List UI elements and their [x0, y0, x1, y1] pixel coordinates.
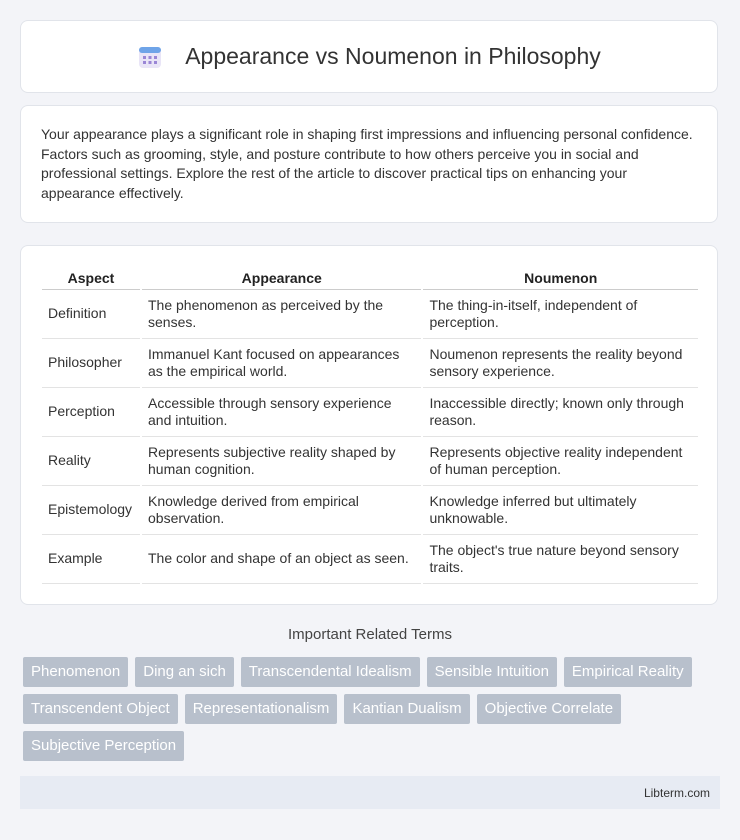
- table-cell-appearance: Represents subjective reality shaped by human cognition.: [142, 437, 421, 486]
- table-cell-aspect: Reality: [42, 437, 140, 486]
- table-row: [42, 437, 698, 486]
- related-terms-list: [23, 657, 723, 761]
- comparison-table: [40, 265, 700, 584]
- table-cell-appearance: The phenomenon as perceived by the senses.: [142, 290, 421, 339]
- related-term-tag[interactable]: Empirical Reality: [564, 657, 692, 687]
- footer: [20, 776, 720, 809]
- table-row: [42, 535, 698, 584]
- table-row: [42, 290, 698, 339]
- table-cell-noumenon: Knowledge inferred but ultimately unknowable.: [423, 486, 698, 535]
- related-term-tag[interactable]: Kantian Dualism: [344, 694, 469, 724]
- header-appearance: Appearance: [142, 265, 421, 290]
- calendar-icon: [137, 44, 163, 70]
- header-noumenon: Noumenon: [423, 265, 698, 290]
- table-cell-noumenon: Noumenon represents the reality beyond sensory experience.: [423, 339, 698, 388]
- table-cell-aspect: Philosopher: [42, 339, 140, 388]
- related-terms-title: Important Related Terms: [288, 626, 452, 643]
- table-cell-appearance: Accessible through sensory experience and intuition.: [142, 388, 421, 437]
- page-title: Appearance vs Noumenon in Philosophy: [185, 43, 601, 69]
- related-term-tag[interactable]: Transcendental Idealism: [241, 657, 420, 687]
- table-header-row: [42, 265, 698, 290]
- table-cell-aspect: Example: [42, 535, 140, 584]
- related-term-tag[interactable]: Objective Correlate: [477, 694, 621, 724]
- table-cell-noumenon: The object's true nature beyond sensory traits.: [423, 535, 698, 584]
- table-cell-aspect: Definition: [42, 290, 140, 339]
- related-term-tag[interactable]: Sensible Intuition: [427, 657, 557, 687]
- intro-card: [20, 105, 718, 223]
- table-cell-noumenon: Represents objective reality independent of human perception.: [423, 437, 698, 486]
- related-term-tag[interactable]: Subjective Perception: [23, 731, 184, 761]
- table-cell-aspect: Perception: [42, 388, 140, 437]
- table-cell-noumenon: The thing-in-itself, independent of perception.: [423, 290, 698, 339]
- table-cell-appearance: The color and shape of an object as seen.: [142, 535, 421, 584]
- table-cell-appearance: Knowledge derived from empirical observation.: [142, 486, 421, 535]
- table-row: [42, 339, 698, 388]
- table-row: [42, 486, 698, 535]
- table-cell-appearance: Immanuel Kant focused on appearances as the empirical world.: [142, 339, 421, 388]
- related-term-tag[interactable]: Representationalism: [185, 694, 338, 724]
- intro-text: Your appearance plays a significant role in shaping first impressions and influencing personal confidence. Factors such as grooming, style, and posture contribute to how others perceive you in social and professional settings. Explore the rest of the article to discover practical tips on enhancing your appearance effectively.: [41, 126, 693, 201]
- title-card: [20, 20, 718, 93]
- related-term-tag[interactable]: Phenomenon: [23, 657, 128, 687]
- related-term-tag[interactable]: Transcendent Object: [23, 694, 178, 724]
- table-row: [42, 388, 698, 437]
- table-cell-noumenon: Inaccessible directly; known only through reason.: [423, 388, 698, 437]
- related-term-tag[interactable]: Ding an sich: [135, 657, 234, 687]
- footer-site-link[interactable]: Libterm.com: [643, 785, 710, 800]
- comparison-table-card: [20, 245, 718, 605]
- header-aspect: Aspect: [42, 265, 140, 290]
- table-cell-aspect: Epistemology: [42, 486, 140, 535]
